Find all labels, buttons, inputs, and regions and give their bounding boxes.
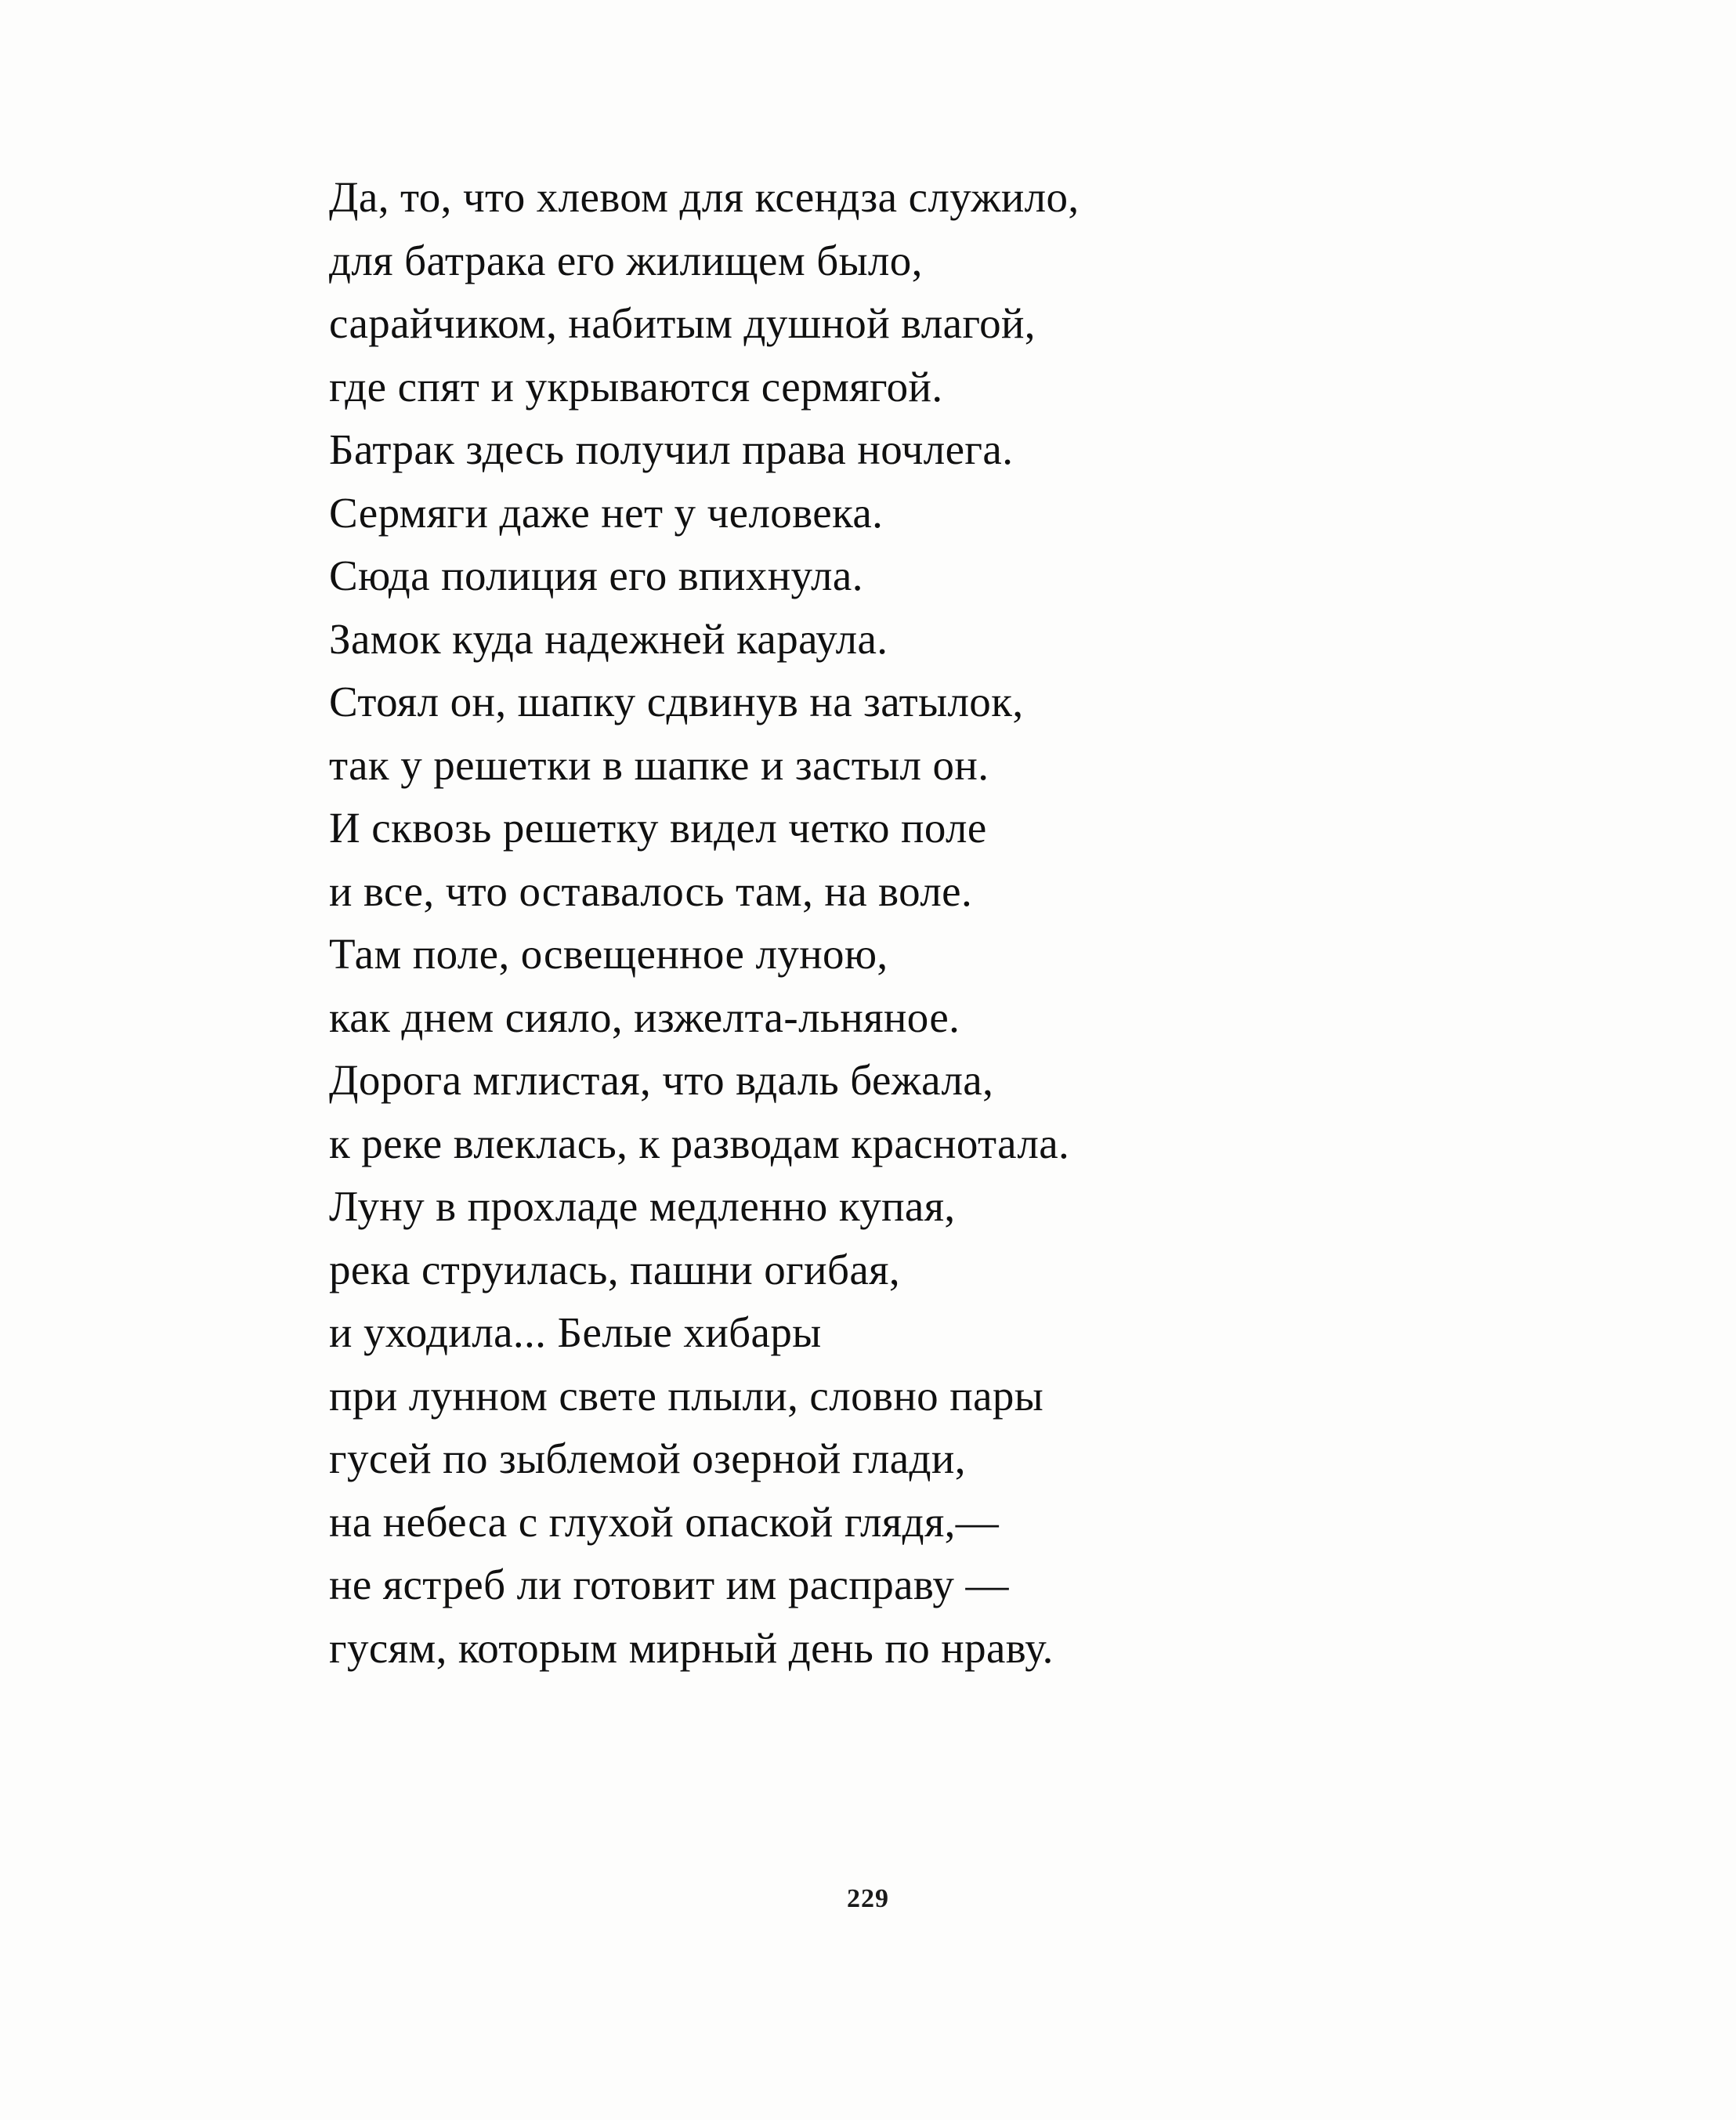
poem-line: как днем сияло, изжелта-льняное. (329, 993, 960, 1041)
poem-line: на небеса с глухой опаской глядя,— (329, 1497, 1000, 1546)
page-number: 229 (847, 1884, 889, 1913)
poem-line: Там поле, освещенное луною, (329, 930, 888, 978)
poem-line: Замок куда надежней караула. (329, 614, 888, 663)
poem-line: и уходила... Белые хибары (329, 1308, 822, 1356)
poem-line: и все, что оставалось там, на воле. (329, 866, 973, 915)
poem-body (329, 166, 1488, 1680)
poem-line: река струилась, пашни огибая, (329, 1245, 900, 1293)
poem-line: Сермяги даже нет у человека. (329, 488, 884, 537)
poem-line: так у решетки в шапке и застыл он. (329, 740, 989, 789)
poem-line: гусям, которым мирный день по нраву. (329, 1623, 1054, 1672)
poem-line: Луну в прохладе медленно купая, (329, 1182, 956, 1230)
poem-line: сарайчиком, набитым душной влагой, (329, 299, 1036, 347)
poem-line: не ястреб ли готовит им расправу — (329, 1561, 1009, 1608)
poem-line: Батрак здесь получил права ночлега. (329, 425, 1014, 473)
poem-line: для батрака его жилищем было, (329, 236, 923, 284)
poem-line: Да, то, что хлевом для ксендза служило, (329, 173, 1080, 221)
poem-line: при лунном свете плыли, словно пары (329, 1371, 1044, 1420)
poem-line: к реке влеклась, к разводам краснотала. (329, 1119, 1070, 1167)
poem-line: Сюда полиция его впихнула. (329, 552, 863, 599)
poem-line: Стоял он, шапку сдвинув на затылок, (329, 678, 1024, 725)
poem-line: где спят и укрываются сермягой. (329, 362, 943, 411)
poem-line: Дорога мглистая, что вдаль бежала, (329, 1056, 994, 1104)
poem-line: гусей по зыблемой озерной глади, (329, 1434, 966, 1482)
poem-line: И сквозь решетку видел четко поле (329, 804, 987, 852)
